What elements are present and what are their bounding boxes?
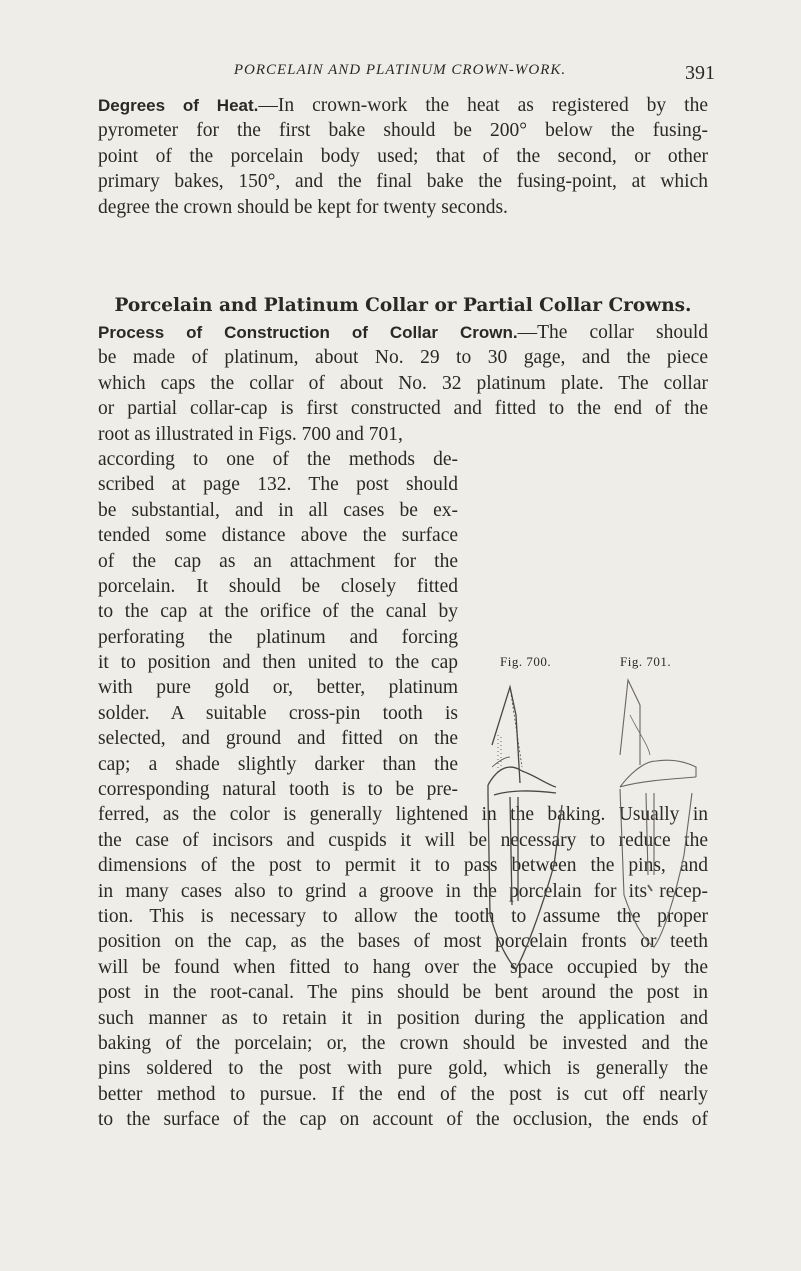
text-line: primary bakes, 150°, and the final bake the fusing-point, at which — [98, 171, 708, 193]
paragraph-degrees-of-heat — [98, 93, 708, 220]
text-line: post in the root-canal. The pins should be bent around the post in — [98, 982, 708, 1004]
text-line: ferred, as the color is generally lightened in the baking. Usually in — [98, 804, 708, 826]
section-heading: Porcelain and Platinum Collar or Partial Collar Crowns. — [114, 295, 692, 316]
text-line: according to one of the methods de- — [98, 448, 458, 470]
narrow-text-column — [98, 422, 458, 803]
text-line: tion. This is necessary to allow the tooth to assume the proper — [98, 906, 708, 927]
text-line: to the cap at the orifice of the canal by — [98, 601, 458, 623]
text-line: solder. A suitable cross-pin tooth is — [98, 702, 458, 724]
runin-heading: Process of Construction of Collar Crown. — [98, 323, 518, 342]
text-line: of the cap as an attachment for the — [98, 550, 458, 572]
text-line: which caps the collar of about No. 32 platinum plate. The collar — [98, 372, 708, 394]
text-line: cap; a shade slightly darker than the — [98, 753, 458, 775]
text-line: root as illustrated in Figs. 700 and 701, — [98, 423, 403, 445]
text-line: better method to pursue. If the end of the post is cut off nearly — [98, 1083, 708, 1105]
text-line: tended some distance above the surface — [98, 525, 458, 547]
figure-700-label: Fig. 700. — [500, 654, 552, 669]
text-line: scribed at page 132. The post should — [98, 474, 458, 496]
text-line: point of the porcelain body used; that of the second, or other — [98, 145, 708, 167]
text-line: or partial collar-cap is first constructed and fitted to the end of the — [98, 398, 708, 420]
text-line: dimensions of the post to permit it to pass between the pins, and — [98, 855, 708, 877]
text-line: pins soldered to the post with pure gold, which is generally the — [98, 1058, 708, 1080]
text-line: with pure gold or, better, platinum — [98, 677, 458, 699]
text-line: selected, and ground and fitted on the — [98, 728, 458, 750]
page-number: 391 — [685, 62, 715, 84]
text-line: Degrees of Heat.—In crown-work the heat as registered by the — [98, 95, 708, 116]
text-line: in many cases also to grind a groove in the porcelain for its recep- — [98, 880, 708, 902]
figure-701-label: Fig. 701. — [620, 654, 672, 669]
text-line: degree the crown should be kept for twenty seconds. — [98, 196, 508, 218]
text-line: it to position and then united to the cap — [98, 652, 458, 674]
figure-700-drawing — [488, 687, 562, 969]
text-line: porcelain. It should be closely fitted — [98, 575, 458, 597]
text-line: will be found when fitted to hang over the space occupied by the — [98, 956, 708, 978]
text-line: perforating the platinum and forcing — [98, 626, 458, 648]
running-head: PORCELAIN AND PLATINUM CROWN-WORK. — [233, 62, 567, 78]
runin-heading: Degrees of Heat. — [98, 96, 259, 115]
text-line: such manner as to retain it in position during the application and — [98, 1007, 708, 1029]
text-line: pyrometer for the first bake should be 200° below the fusing- — [98, 120, 708, 142]
text-line: be substantial, and in all cases be ex- — [98, 499, 458, 521]
text-line: baking of the porcelain; or, the crown should be invested and the — [98, 1032, 708, 1054]
text-line: position on the cap, as the bases of most porcelain fronts or teeth — [98, 931, 708, 953]
text-line: to the surface of the cap on account of the occlusion, the ends of — [98, 1109, 708, 1131]
text-line: Process of Construction of Collar Crown.—The collar should — [98, 322, 708, 343]
text-line: corresponding natural tooth is to be pre- — [98, 779, 458, 801]
text-line: be made of platinum, about No. 29 to 30 gage, and the piece — [98, 347, 708, 369]
text-line: the case of incisors and cuspids it will be necessary to reduce the — [98, 829, 708, 851]
figure-illustrations — [470, 675, 720, 1010]
figure-701-drawing — [620, 680, 696, 947]
